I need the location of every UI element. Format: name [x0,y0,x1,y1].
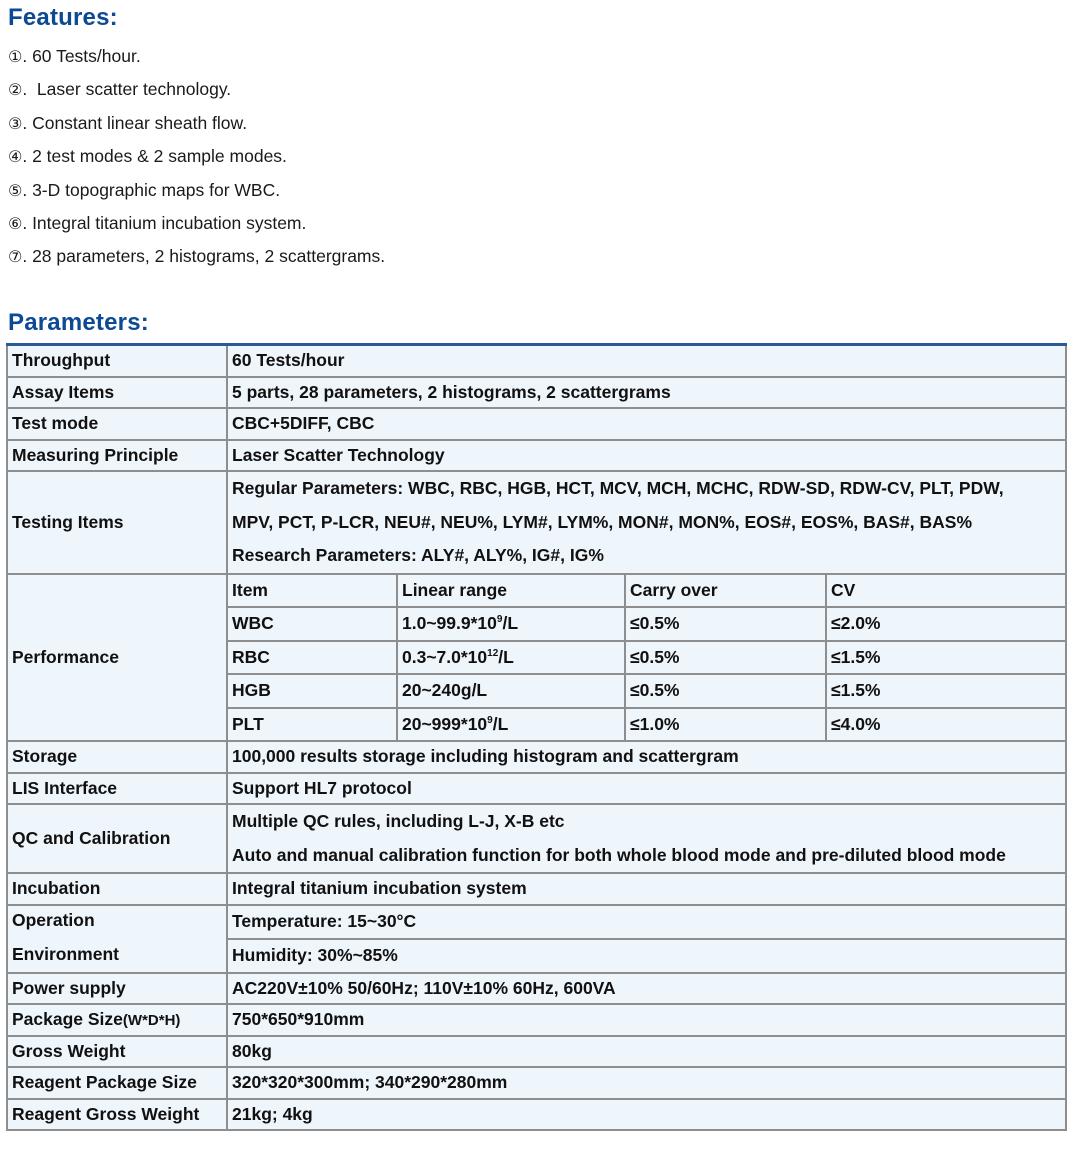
row-label: Throughput [7,345,227,377]
row-value: 80kg [227,1036,1066,1068]
feature-text: . 2 test modes & 2 sample modes. [22,146,287,167]
feature-item [8,242,385,275]
subtable-row [228,641,1065,675]
feature-text: . Constant linear sheath flow. [22,112,248,133]
row-label: Reagent Package Size [7,1067,227,1099]
row-label [7,1004,227,1036]
circled-number-6: ⑥ [8,213,23,233]
feature-item [8,75,385,108]
subtable-row [228,674,1065,708]
linear-range-cell [397,708,625,741]
row-label: Test mode [7,408,227,440]
table-row [7,471,1066,574]
cv-cell: ≤1.5% [826,641,1065,675]
performance-subtable-cell [227,574,1066,742]
column-header: Linear range [397,575,625,608]
humidity-value: Humidity: 30%~85% [227,939,1066,973]
operation-label: Operation [12,909,95,930]
row-label: LIS Interface [7,773,227,805]
qc-line: Multiple QC rules, including L-J, X-B etc [232,811,565,831]
table-row [7,440,1066,472]
linear-range-cell [397,641,625,675]
range-base: 20~999*10 [402,713,488,734]
item-cell: PLT [228,708,397,741]
circled-number-7: ⑦ [8,247,23,267]
table-row [7,905,1066,939]
circled-number-2: ② [8,80,23,100]
linear-range-cell [397,674,625,708]
range-exponent: 9 [487,714,493,726]
features-heading: Features: [8,4,118,31]
testing-items-line: Regular Parameters: WBC, RBC, HGB, HCT, MCV, MCH, MCHC, RDW-SD, RDW-CV, PLT, PDW, [232,478,1004,498]
table-row [7,345,1066,377]
row-value: 750*650*910mm [227,1004,1066,1036]
package-size-label: Package Size [12,1009,123,1030]
range-base: 20~240g/L [402,680,488,701]
column-header: Item [228,575,397,608]
column-header: Carry over [625,575,826,608]
table-row [7,873,1066,905]
row-value: 100,000 results storage including histogram and scattergram [227,741,1066,773]
table-row [7,1004,1066,1036]
testing-items-line: MPV, PCT, P-LCR, NEU#, NEU%, LYM#, LYM%, MON#, MON%, EOS#, EOS%, BAS#, BAS% [232,511,973,532]
table-row [7,773,1066,805]
qc-line: Auto and manual calibration function for both whole blood mode and pre-diluted blood mode [232,844,1006,865]
row-value: Support HL7 protocol [227,773,1066,805]
circled-number-3: ③ [8,113,23,133]
carry-over-cell: ≤0.5% [625,641,826,675]
row-value [227,471,1066,574]
carry-over-cell: ≤1.0% [625,708,826,741]
features-list [8,42,385,276]
table-row [7,377,1066,409]
row-label: Assay Items [7,377,227,409]
circled-number-4: ④ [8,147,23,167]
row-label: Testing Items [7,471,227,574]
feature-text: . 28 parameters, 2 histograms, 2 scattergrams. [22,246,386,267]
row-label [7,905,227,973]
circled-number-1: ① [8,47,23,66]
cv-cell: ≤4.0% [826,708,1065,741]
cv-cell: ≤1.5% [826,674,1065,708]
package-size-dims-label: (W*D*H) [122,1012,181,1030]
range-unit: /L [498,646,514,667]
feature-text: . Laser scatter technology. [22,79,232,100]
performance-subtable [228,575,1065,741]
row-label: Reagent Gross Weight [7,1099,227,1131]
subtable-header-row [228,575,1065,608]
row-value: 5 parts, 28 parameters, 2 histograms, 2 scattergrams [227,377,1066,409]
range-unit: /L [502,613,519,634]
range-base: 1.0~99.9*10 [402,613,497,634]
row-label: Power supply [7,973,227,1005]
item-cell: HGB [228,674,397,708]
feature-text: . 60 Tests/hour. [22,46,141,66]
range-exponent: 12 [487,647,499,659]
range-exponent: 9 [496,614,503,626]
row-label: Measuring Principle [7,440,227,472]
row-value: Integral titanium incubation system [227,873,1066,905]
row-label: Performance [7,574,227,742]
subtable-row [228,708,1065,741]
row-label: Gross Weight [7,1036,227,1068]
range-base: 0.3~7.0*10 [402,646,488,667]
row-value: CBC+5DIFF, CBC [227,408,1066,440]
feature-item [8,209,385,242]
linear-range-cell [397,607,625,641]
carry-over-cell: ≤0.5% [625,674,826,708]
item-cell: WBC [228,607,397,641]
carry-over-cell: ≤0.5% [625,607,826,641]
parameters-heading: Parameters: [8,309,149,336]
table-row [7,1099,1066,1131]
feature-item [8,42,385,75]
parameters-table [6,343,1067,1131]
table-row [7,408,1066,440]
feature-item [8,109,385,142]
row-value: Laser Scatter Technology [227,440,1066,472]
temperature-value: Temperature: 15~30°C [227,905,1066,939]
range-unit: /L [492,713,509,734]
row-value: 60 Tests/hour [227,345,1066,377]
table-row [7,1036,1066,1068]
table-row [7,973,1066,1005]
row-value: AC220V±10% 50/60Hz; 110V±10% 60Hz, 600VA [227,973,1066,1005]
table-row [7,1067,1066,1099]
feature-text: . 3-D topographic maps for WBC. [22,179,281,200]
testing-items-line: Research Parameters: ALY#, ALY%, IG#, IG% [232,545,604,565]
table-row [7,804,1066,873]
circled-number-5: ⑤ [8,180,23,200]
item-cell: RBC [228,641,397,675]
row-label: Incubation [7,873,227,905]
column-header: CV [826,575,1065,608]
table-row [7,741,1066,773]
table-row [7,574,1066,742]
feature-text: . Integral titanium incubation system. [22,212,307,233]
subtable-row [228,607,1065,641]
row-value [227,804,1066,873]
row-value: 320*320*300mm; 340*290*280mm [227,1067,1066,1099]
row-label: QC and Calibration [7,804,227,873]
row-value: 21kg; 4kg [227,1099,1066,1131]
environment-label: Environment [12,943,119,964]
row-label: Storage [7,741,227,773]
feature-item [8,176,385,209]
cv-cell: ≤2.0% [826,607,1065,641]
feature-item [8,142,385,175]
